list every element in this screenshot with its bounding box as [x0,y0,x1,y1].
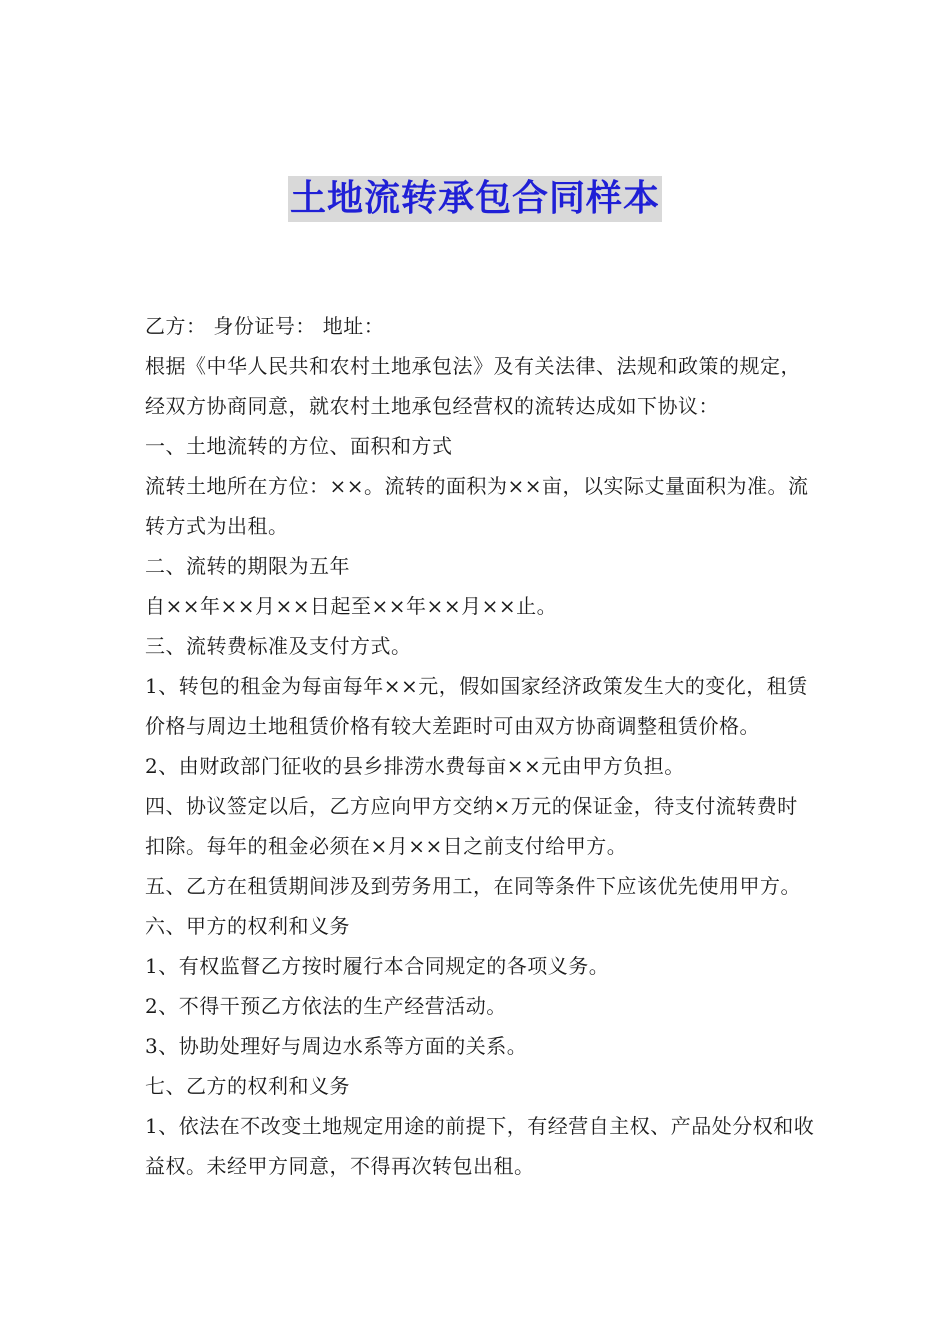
section-1-content: 流转土地所在方位：××。流转的面积为××亩，以实际丈量面积为准。流转方式为出租。 [145,474,809,538]
document-body [145,306,817,1186]
section-2-heading: 二、流转的期限为五年 [145,554,350,578]
party-b-info: 乙方： 身份证号： 地址： [145,314,385,338]
section-6-heading: 六、甲方的权利和义务 [145,914,350,938]
section-5: 五、乙方在租赁期间涉及到劳务用工，在同等条件下应该优先使用甲方。 [145,874,801,898]
section-3-item-2: 2、由财政部门征收的县乡排涝水费每亩××元由甲方负担。 [145,754,685,778]
section-2-content: 自××年××月××日起至××年××月××止。 [145,594,558,618]
section-1-heading: 一、土地流转的方位、面积和方式 [145,434,453,458]
preamble: 根据《中华人民共和农村土地承包法》及有关法律、法规和政策的规定，经双方协商同意，就农村土地承包经营权的流转达成如下协议： [145,354,801,418]
section-7-item-1: 1、依法在不改变土地规定用途的前提下，有经营自主权、产品处分权和收益权。未经甲方同意，不得再次转包出租。 [145,1114,815,1178]
title-container [0,176,950,222]
section-6-item-1: 1、有权监督乙方按时履行本合同规定的各项义务。 [145,954,610,978]
section-7-heading: 七、乙方的权利和义务 [145,1074,350,1098]
section-3-item-1: 1、转包的租金为每亩每年××元，假如国家经济政策发生大的变化，租赁价格与周边土地租赁价格有较大差距时可由双方协商调整租赁价格。 [145,674,808,738]
section-6-item-3: 3、协助处理好与周边水系等方面的关系。 [145,1034,528,1058]
section-3-heading: 三、流转费标准及支付方式。 [145,634,412,658]
section-6-item-2: 2、不得干预乙方依法的生产经营活动。 [145,994,507,1018]
document-title: 土地流转承包合同样本 [288,176,662,222]
section-4: 四、协议签定以后，乙方应向甲方交纳×万元的保证金，待支付流转费时扣除。每年的租金必须在×月××日之前支付给甲方。 [145,794,798,858]
